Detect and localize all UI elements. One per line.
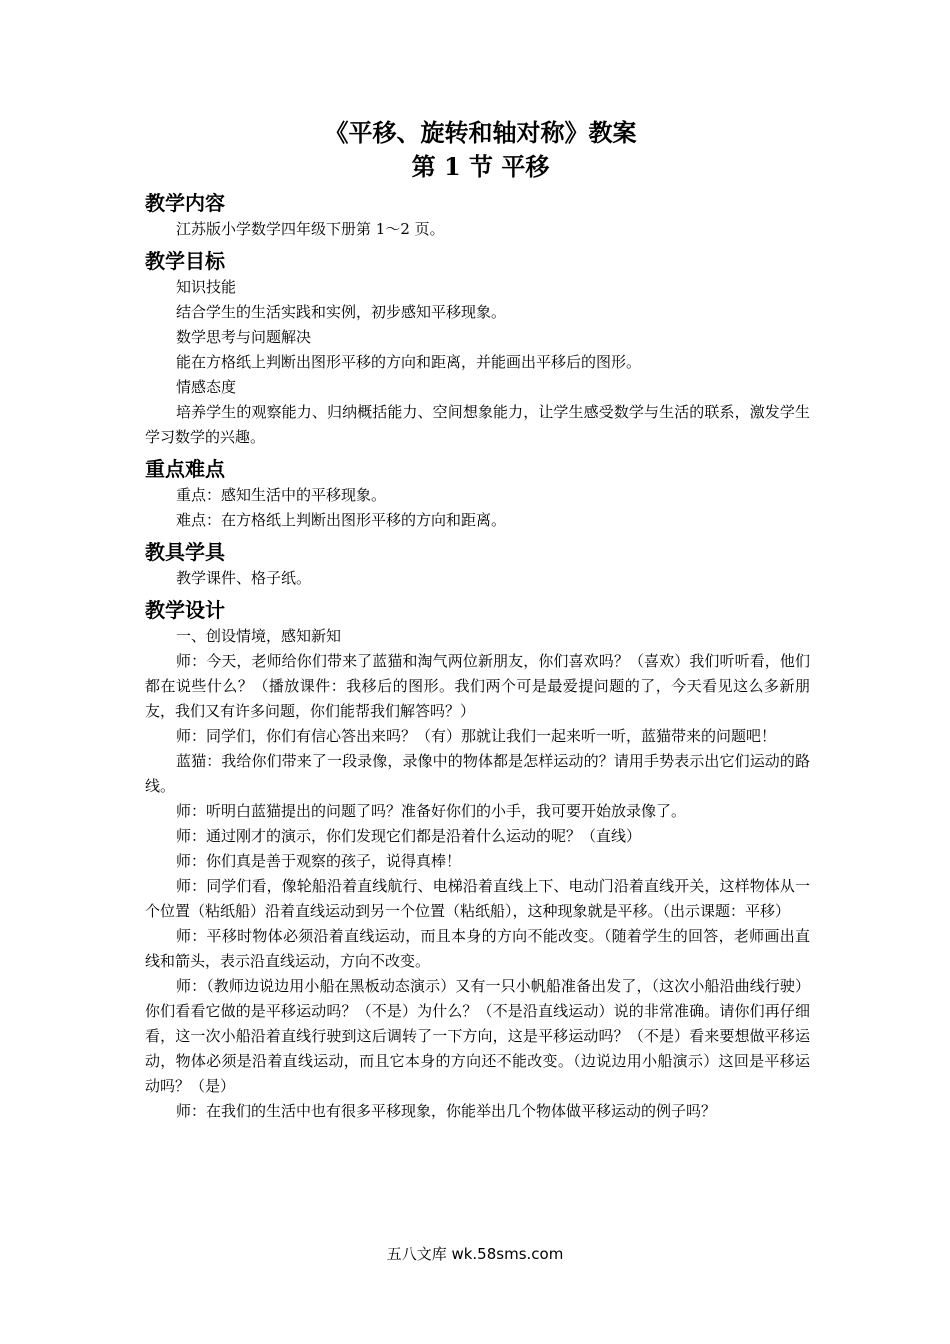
- section-paragraph: 师：你们真是善于观察的孩子，说得真棒！: [176, 852, 462, 870]
- section-heading: 重点难点: [145, 457, 225, 481]
- section-paragraph: 蓝猫：我给你们带来了一段录像，录像中的物体都是怎样运动的？请用手势表示出它们运动的路线。: [145, 752, 810, 795]
- section-paragraph: 难点：在方格纸上判断出图形平移的方向和距离。: [176, 511, 507, 529]
- section-paragraph: 培养学生的观察能力、归纳概括能力、空间想象能力，让学生感受数学与生活的联系，激发学生学习数学的兴趣。: [145, 403, 810, 446]
- section-paragraph: 结合学生的生活实践和实例，初步感知平移现象。: [176, 303, 507, 321]
- section-paragraph: 情感态度: [176, 378, 237, 396]
- section-paragraph: 知识技能: [176, 278, 237, 296]
- section-paragraph: 师：同学们，你们有信心答出来吗？（有）那就让我们一起来听一听，蓝猫带来的问题吧！: [176, 727, 777, 745]
- section-heading: 教具学具: [145, 540, 225, 564]
- document-page: [145, 116, 810, 1124]
- section-heading: 教学目标: [145, 249, 225, 273]
- section-paragraph: 师：今天，老师给你们带来了蓝猫和淘气两位新朋友，你们喜欢吗？（喜欢）我们听听看，他们都在说些什么？（播放课件：我移后的图形。我们两个可是最爱提问题的了，今天看见这么多新朋友，我们又有许多问题，你们能帮我们解答吗？）: [145, 652, 810, 720]
- section-paragraph: 师：（教师边说边用小船在黑板动态演示）又有一只小帆船准备出发了，（这次小船沿曲线行驶）你们看看它做的是平移运动吗？（不是）为什么？（不是沿直线运动）说的非常准确。请你们再仔细看，这一次小船沿着直线行驶到这后调转了一下方向，这是平移运动吗？（不是）看来要想做平移运动，物体必须是沿着直线运动，而且它本身的方向还不能改变。（边说边用小船演示）这回是平移运动吗？（是）: [145, 977, 810, 1095]
- document-subtitle: 第 1 节 平移: [411, 152, 550, 181]
- document-body: [145, 190, 810, 1124]
- section-paragraph: 一、创设情境，感知新知: [176, 627, 342, 645]
- section-paragraph: 教学课件、格子纸。: [176, 569, 312, 587]
- page-footer: 五八文库 wk.58sms.com: [386, 1245, 564, 1263]
- section-paragraph: 重点：感知生活中的平移现象。: [176, 486, 387, 504]
- section-heading: 教学设计: [145, 598, 225, 622]
- section-paragraph: 江苏版小学数学四年级下册第 1～2 页。: [176, 220, 445, 238]
- section-heading: 教学内容: [145, 191, 225, 215]
- document-title: 《平移、旋转和轴对称》教案: [324, 118, 637, 147]
- section-paragraph: 数学思考与问题解决: [176, 328, 312, 346]
- section-paragraph: 能在方格纸上判断出图形平移的方向和距离，并能画出平移后的图形。: [176, 353, 642, 371]
- section-paragraph: 师：在我们的生活中也有很多平移现象，你能举出几个物体做平移运动的例子吗？: [176, 1102, 717, 1120]
- section-paragraph: 师：听明白蓝猫提出的问题了吗？准备好你们的小手，我可要开始放录像了。: [176, 802, 687, 820]
- section-paragraph: 师：平移时物体必须沿着直线运动，而且本身的方向不能改变。（随着学生的回答，老师画出直线和箭头，表示沿直线运动，方向不改变。: [145, 927, 810, 970]
- section-paragraph: 师：通过刚才的演示，你们发现它们都是沿着什么运动的呢？（直线）: [176, 827, 642, 845]
- section-paragraph: 师：同学们看，像轮船沿着直线航行、电梯沿着直线上下、电动门沿着直线开关，这样物体从一个位置（粘纸船）沿着直线运动到另一个位置（粘纸船），这种现象就是平移。（出示课题：平移）: [145, 877, 810, 920]
